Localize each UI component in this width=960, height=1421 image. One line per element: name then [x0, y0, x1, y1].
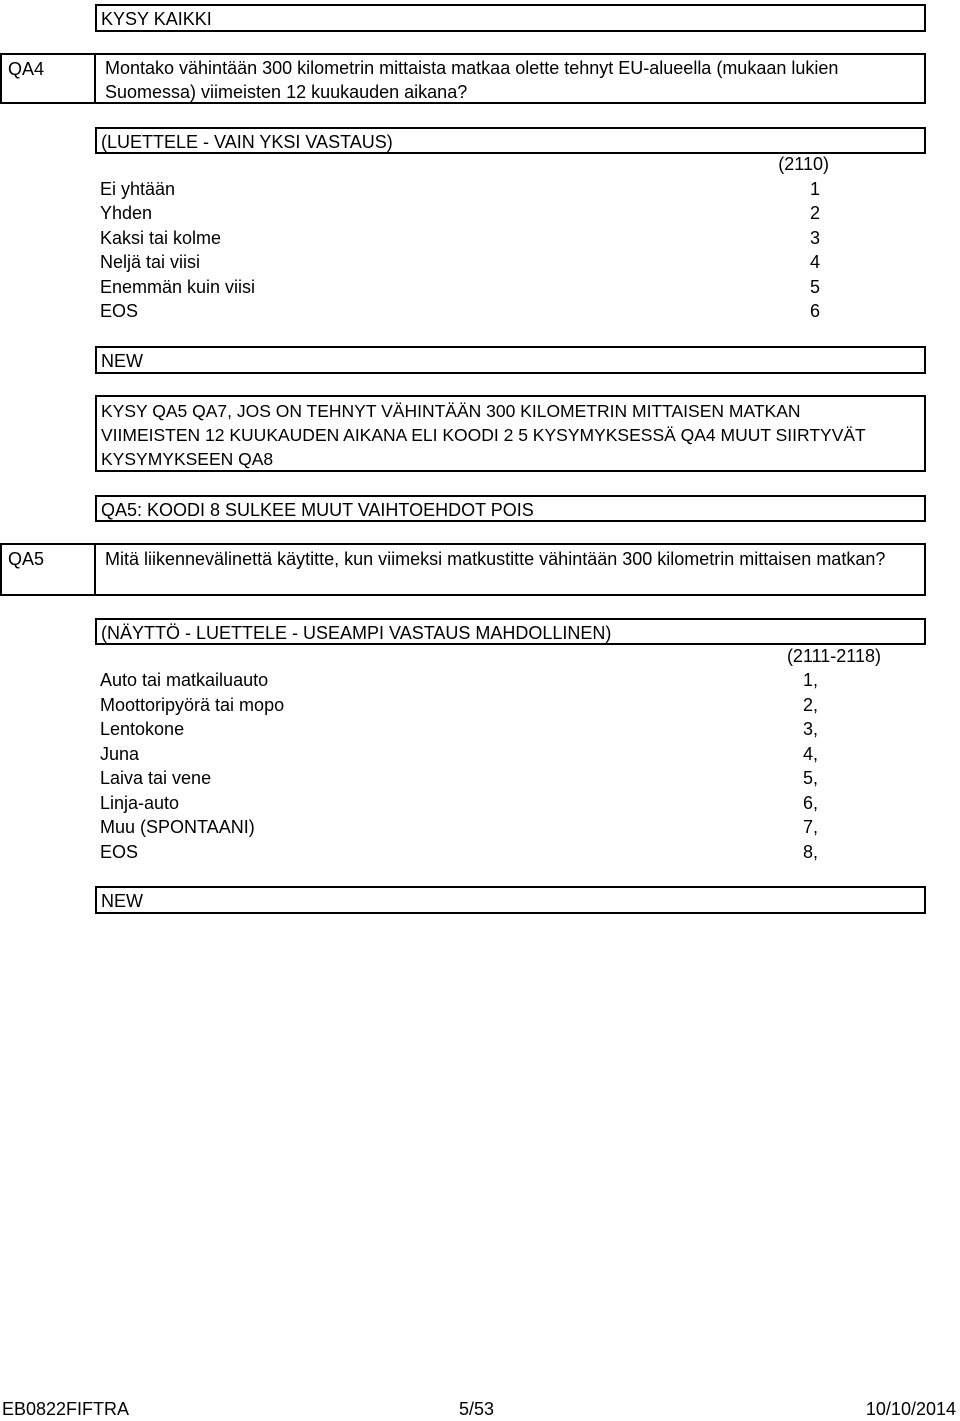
option-row[interactable] [100, 226, 820, 250]
option-row[interactable] [100, 766, 818, 790]
option-label: Laiva tai vene [100, 768, 212, 788]
option-code: 6 [809, 301, 820, 321]
new-bar-label: NEW [101, 351, 143, 371]
option-label: Kaksi tai kolme [100, 228, 222, 248]
option-label: Muu (SPONTAANI) [100, 817, 255, 837]
footer-page-number: 5/53 [459, 1399, 495, 1419]
option-label: EOS [100, 842, 139, 862]
option-label: Moottoripyörä tai mopo [100, 695, 285, 715]
section-bar-kysy-kaikki [95, 4, 926, 32]
option-row[interactable] [100, 840, 818, 864]
option-label: Lentokone [100, 719, 185, 739]
instruction-text: (NÄYTTÖ - LUETTELE - USEAMPI VASTAUS MAHDOLLINEN) [101, 623, 612, 643]
new-bar-label: NEW [101, 891, 143, 911]
option-row[interactable] [100, 717, 818, 741]
option-label: Juna [100, 744, 140, 764]
option-code: 1 [809, 179, 820, 199]
question-text: Montako vähintään 300 kilometrin mittaista matkaa olette tehnyt EU-alueella (mukaan lukien Suomessa) viimeisten 12 kuukauden aikana? [105, 58, 839, 102]
instruction-bar-qa4 [95, 127, 926, 154]
filter-note-box [95, 395, 926, 472]
option-row[interactable] [100, 791, 818, 815]
question-text: Mitä liikennevälinettä käytitte, kun viimeksi matkustitte vähintään 300 kilometrin mittaisen matkan? [105, 549, 886, 569]
option-code: 4, [802, 744, 818, 764]
option-row[interactable] [100, 693, 818, 717]
code-header-qa5: (2111-2118) [786, 646, 881, 666]
option-label: Ei yhtään [100, 179, 176, 199]
option-code: 3, [802, 719, 818, 739]
footer-date: 10/10/2014 [865, 1399, 956, 1419]
new-bar [95, 346, 926, 374]
option-label: Auto tai matkailuauto [100, 670, 269, 690]
instruction-text: (LUETTELE - VAIN YKSI VASTAUS) [101, 132, 393, 152]
code-note-text: QA5: KOODI 8 SULKEE MUUT VAIHTOEHDOT POIS [101, 500, 534, 520]
option-label: Linja-auto [100, 793, 180, 813]
question-id: QA5 [8, 549, 45, 569]
filter-note-text: KYSY QA5 QA7, JOS ON TEHNYT VÄHINTÄÄN 300 KILOMETRIN MITTAISEN MATKAN VIIMEISTEN 12 KUUKAUDEN AIKANA ELI KOODI 2 5 KYSYMYKSESSÄ QA4 MUUT SIIRTYVÄT KYSYMYKSEEN QA8 [101, 401, 866, 469]
option-label: EOS [100, 301, 139, 321]
option-row[interactable] [100, 250, 820, 274]
option-code: 6, [802, 793, 818, 813]
code-header-qa4: (2110) [778, 154, 829, 174]
question-box-qa5 [0, 543, 926, 596]
option-code: 2, [802, 695, 818, 715]
option-row[interactable] [100, 742, 818, 766]
footer-doc-id: EB0822FIFTRA [2, 1399, 130, 1419]
option-row[interactable] [100, 668, 818, 692]
section-bar-label: KYSY KAIKKI [101, 9, 212, 29]
option-code: 4 [809, 252, 820, 272]
option-code: 1, [802, 670, 818, 690]
option-row[interactable] [100, 177, 820, 201]
page-footer [0, 1397, 960, 1421]
question-divider [94, 545, 96, 594]
option-code: 7, [802, 817, 818, 837]
option-code: 5 [809, 277, 820, 297]
option-row[interactable] [100, 201, 820, 225]
option-label: Neljä tai viisi [100, 252, 201, 272]
option-row[interactable] [100, 815, 818, 839]
option-code: 2 [809, 203, 820, 223]
option-code: 3 [809, 228, 820, 248]
question-id: QA4 [8, 59, 45, 79]
option-row[interactable] [100, 275, 820, 299]
option-row[interactable] [100, 299, 820, 323]
option-label: Enemmän kuin viisi [100, 277, 256, 297]
instruction-bar-qa5 [95, 618, 926, 645]
option-code: 8, [802, 842, 818, 862]
new-bar [95, 886, 926, 914]
question-box-qa4 [0, 53, 926, 104]
code-note-bar [95, 495, 926, 522]
option-code: 5, [802, 768, 818, 788]
question-divider [94, 55, 96, 102]
option-label: Yhden [100, 203, 153, 223]
